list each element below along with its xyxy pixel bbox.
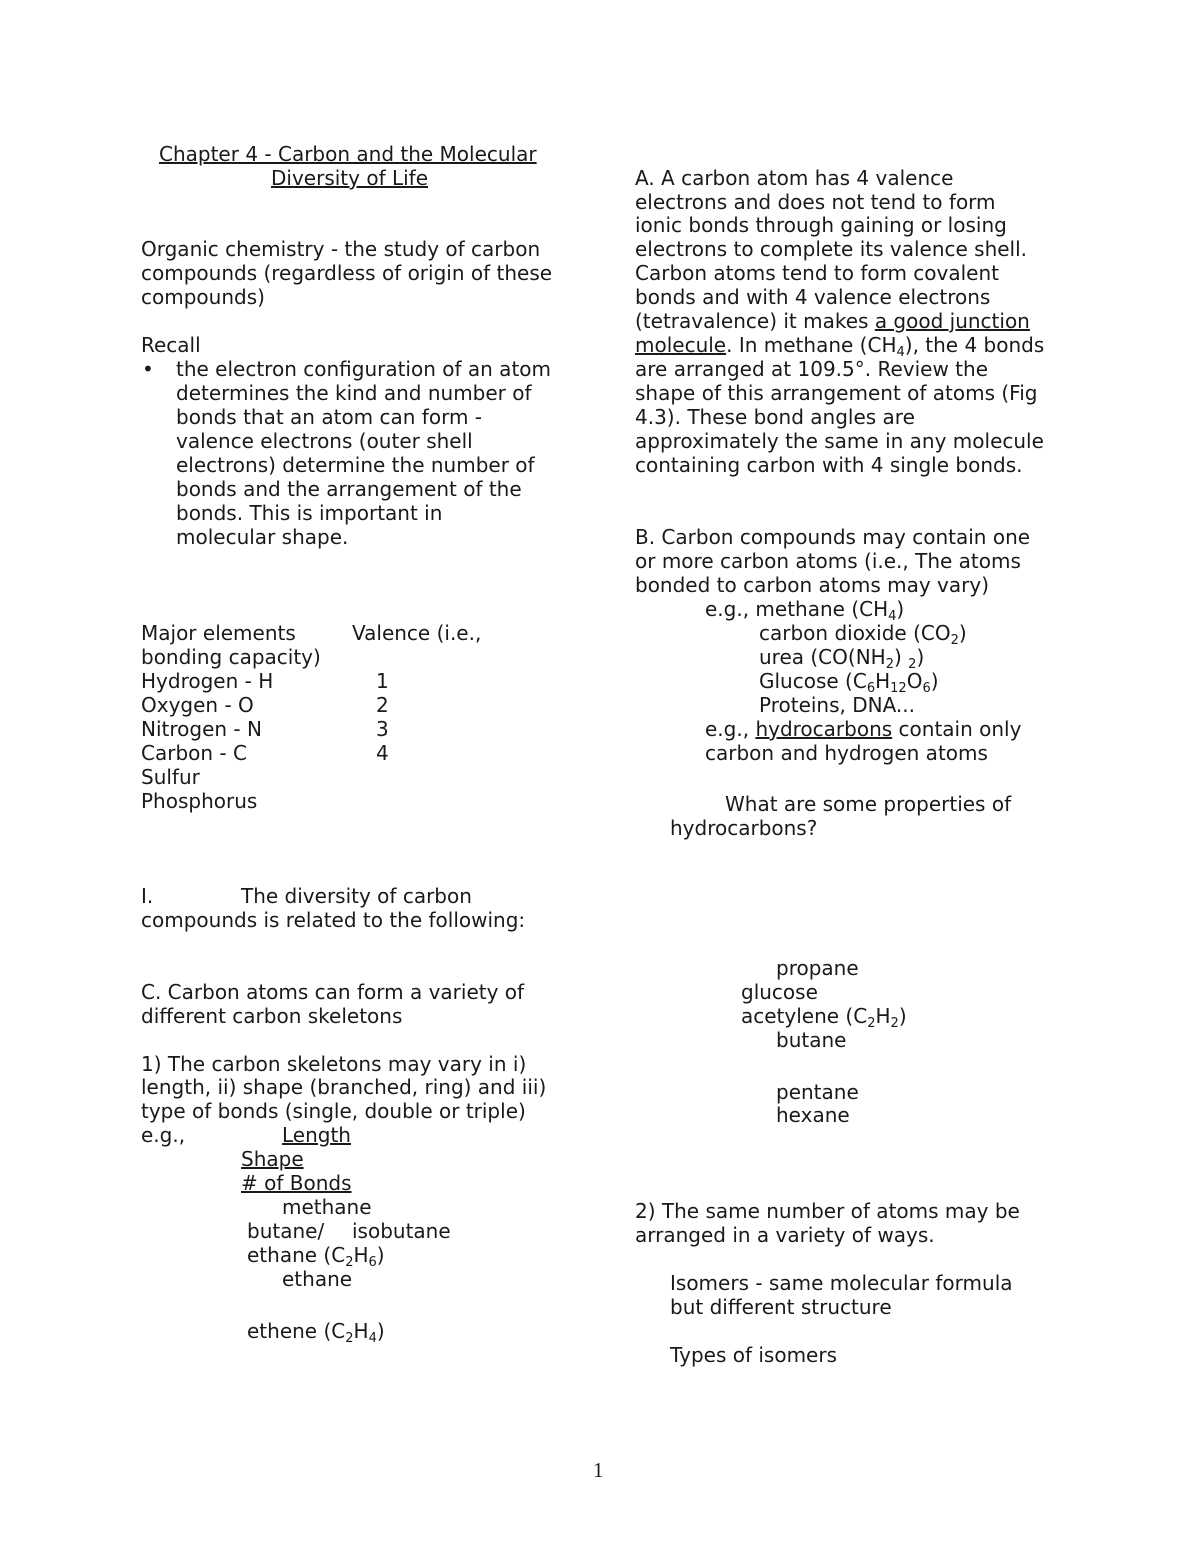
section-a-line: (tetravalence) it makes a good junction	[635, 309, 1030, 333]
table-header-valence: Valence (i.e.,	[352, 621, 482, 645]
section-b-line: or more carbon atoms (i.e., The atoms	[635, 549, 1021, 573]
element-valence: 4	[376, 741, 389, 765]
page-title-line2: Diversity of Life	[271, 166, 429, 190]
skeleton-line: type of bonds (single, double or triple)	[141, 1099, 526, 1123]
propane-label: propane	[776, 956, 859, 980]
section-c-line: C. Carbon atoms can form a variety of	[141, 980, 525, 1004]
section-a-line: Carbon atoms tend to form covalent	[635, 261, 1000, 285]
bonds-label: # of Bonds	[241, 1171, 352, 1195]
example-hydrocarbons-line2: carbon and hydrogen atoms	[705, 741, 988, 765]
section-a-line: electrons and does not tend to form	[635, 190, 996, 214]
ethene-formula: ethene $(C_2H_4)$	[247, 1319, 385, 1346]
section-c-line: different carbon skeletons	[141, 1004, 403, 1028]
question-line: hydrocarbons?	[670, 816, 818, 840]
recall-line: electrons) determine the number of	[176, 453, 535, 477]
page-title: Chapter 4 - Carbon and the Molecular	[159, 142, 537, 166]
recall-line: determines the kind and number of	[176, 381, 532, 405]
recall-line: bonds and the arrangement of the	[176, 477, 522, 501]
organic-definition-line: Organic chemistry - the study of carbon	[141, 237, 541, 261]
element-name: Oxygen - O	[141, 693, 254, 717]
skeleton-line: length, ii) shape (branched, ring) and iii)	[141, 1075, 547, 1099]
recall-line: bonds. This is important in	[176, 501, 443, 525]
section-a-line: shape of this arrangement of atoms (Fig	[635, 381, 1038, 405]
glucose-label: glucose	[741, 980, 818, 1004]
example-proteins: Proteins, DNA...	[759, 693, 916, 717]
section-2-line: arranged in a variety of ways.	[635, 1223, 935, 1247]
element-valence: 3	[376, 717, 389, 741]
skeleton-line: 1) The carbon skeletons may vary in i)	[141, 1052, 527, 1076]
section-a-line: A. A carbon atom has 4 valence	[635, 166, 954, 190]
element-name: Nitrogen - N	[141, 717, 262, 741]
page-number: 1	[593, 1458, 604, 1482]
section-a-line: electrons to complete its valence shell.	[635, 237, 1028, 261]
section-a-line: molecule. In methane $(CH_4)$, the 4 bonds	[635, 333, 1045, 360]
isomers-line: Isomers - same molecular formula	[670, 1271, 1013, 1295]
organic-definition-line: compounds (regardless of origin of these	[141, 261, 553, 285]
section-a-line: are arranged at 109.5°. Review the	[635, 357, 988, 381]
bullet-icon: •	[142, 357, 154, 381]
element-name: Phosphorus	[141, 789, 258, 813]
section-a-line: ionic bonds through gaining or losing	[635, 213, 1007, 237]
eg-label: e.g.,	[141, 1123, 186, 1147]
section-b-line: bonded to carbon atoms may vary)	[635, 573, 990, 597]
table-header-elements: Major elements	[141, 621, 296, 645]
section-1-label: I.	[141, 884, 154, 908]
question-line: What are some properties of	[725, 792, 1012, 816]
example-urea: urea ($CO(NH_2)$ $_2$)	[759, 645, 925, 672]
element-valence: 2	[376, 693, 389, 717]
recall-heading: Recall	[141, 333, 201, 357]
table-header-line2: bonding capacity)	[141, 645, 321, 669]
section-1-line2: compounds is related to the following:	[141, 908, 526, 932]
element-name: Sulfur	[141, 765, 200, 789]
isomers-line: but different structure	[670, 1295, 892, 1319]
pentane-label: pentane	[776, 1080, 859, 1104]
butane-label-right: butane	[776, 1028, 847, 1052]
section-a-line: 4.3). These bond angles are	[635, 405, 915, 429]
types-of-isomers: Types of isomers	[670, 1343, 837, 1367]
butane-label: butane/	[247, 1219, 325, 1243]
example-methane: e.g., methane $(CH_4)$	[705, 597, 905, 624]
example-co2: carbon dioxide $(CO_2)$	[759, 621, 967, 648]
ethane-label: ethane	[282, 1267, 353, 1291]
section-2-line: 2) The same number of atoms may be	[635, 1199, 1020, 1223]
ethane-formula: ethane $(C_2H_6)$	[247, 1243, 385, 1270]
isobutane-label: isobutane	[352, 1219, 451, 1243]
acetylene-formula: acetylene $(C_2H_2)$	[741, 1004, 907, 1031]
shape-label: Shape	[241, 1147, 304, 1171]
section-1-text: The diversity of carbon	[241, 884, 472, 908]
recall-line: bonds that an atom can form -	[176, 405, 483, 429]
element-valence: 1	[376, 669, 389, 693]
section-a-line: approximately the same in any molecule	[635, 429, 1044, 453]
recall-line: valence electrons (outer shell	[176, 429, 473, 453]
hexane-label: hexane	[776, 1103, 850, 1127]
section-b-line: B. Carbon compounds may contain one	[635, 525, 1031, 549]
example-hydrocarbons: e.g., hydrocarbons contain only	[705, 717, 1022, 741]
organic-definition-line: compounds)	[141, 285, 265, 309]
recall-line: molecular shape.	[176, 525, 349, 549]
methane-label: methane	[282, 1195, 372, 1219]
element-name: Carbon - C	[141, 741, 247, 765]
length-label: Length	[282, 1123, 351, 1147]
element-name: Hydrogen - H	[141, 669, 274, 693]
example-glucose: Glucose $(C_6H_{12}O_6)$	[759, 669, 939, 696]
recall-line: the electron configuration of an atom	[176, 357, 551, 381]
section-a-line: containing carbon with 4 single bonds.	[635, 453, 1023, 477]
section-a-line: bonds and with 4 valence electrons	[635, 285, 991, 309]
